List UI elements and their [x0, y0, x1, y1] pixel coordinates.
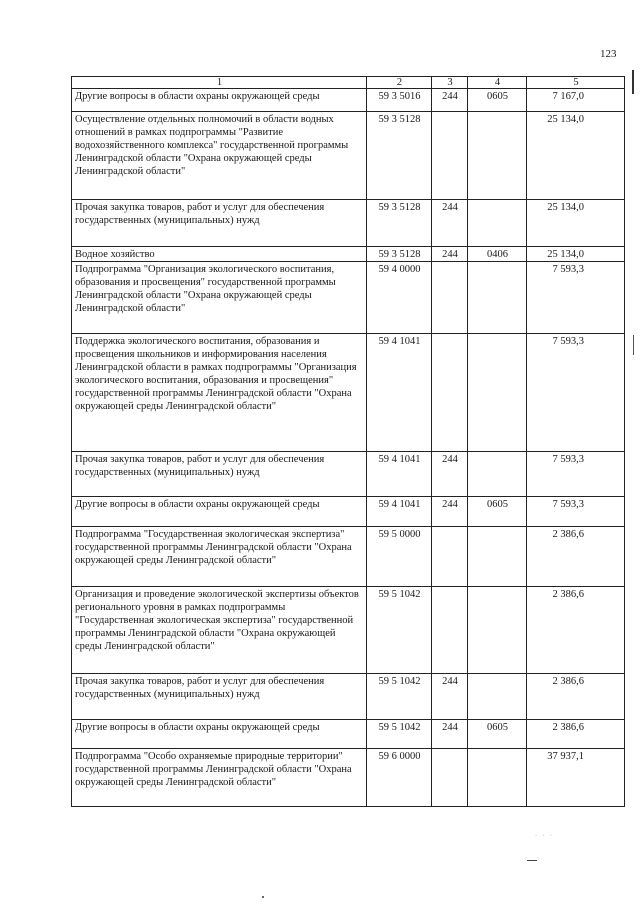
amount: 25 134,0	[527, 112, 625, 200]
amount: 37 937,1	[527, 749, 625, 807]
target-code: 59 5 1042	[367, 720, 432, 749]
amount: 2 386,6	[527, 527, 625, 587]
amount: 7 593,3	[527, 262, 625, 334]
item-name: Другие вопросы в области охраны окружающей среды	[72, 89, 367, 112]
item-name: Водное хозяйство	[72, 247, 367, 262]
section-code: 0605	[468, 497, 527, 527]
expense-type	[432, 262, 468, 334]
item-name: Осуществление отдельных полномочий в области водных отношений в рамках подпрограммы "Развитие водохозяйственного комплекса" государственной программы Ленинградской области "Охрана окружающей среды Ленинградской области"	[72, 112, 367, 200]
amount: 25 134,0	[527, 247, 625, 262]
section-code	[468, 262, 527, 334]
amount: 7 167,0	[527, 89, 625, 112]
expense-type	[432, 587, 468, 674]
target-code: 59 3 5128	[367, 112, 432, 200]
amount: 7 593,3	[527, 334, 625, 452]
item-name: Подпрограмма "Особо охраняемые природные территории" государственной программы Ленинградской области "Охрана окружающей среды Ленинградской области"	[72, 749, 367, 807]
table-row	[72, 247, 625, 262]
target-code: 59 5 1042	[367, 587, 432, 674]
item-name: Прочая закупка товаров, работ и услуг для обеспечения государственных (муниципальных) нужд	[72, 674, 367, 720]
table-row	[72, 749, 625, 807]
table-row	[72, 334, 625, 452]
budget-table	[71, 76, 625, 807]
section-code	[468, 112, 527, 200]
table-row	[72, 674, 625, 720]
amount: 7 593,3	[527, 452, 625, 497]
amount: 2 386,6	[527, 674, 625, 720]
section-code	[468, 749, 527, 807]
expense-type	[432, 334, 468, 452]
section-code: 0605	[468, 89, 527, 112]
section-code	[468, 587, 527, 674]
expense-type	[432, 527, 468, 587]
target-code: 59 4 1041	[367, 497, 432, 527]
table-row	[72, 587, 625, 674]
page-number: 123	[600, 48, 617, 60]
table-row	[72, 452, 625, 497]
column-header: 4	[468, 77, 527, 89]
scan-artifact: · · ·	[535, 833, 554, 839]
item-name: Подпрограмма "Государственная экологическая экспертиза" государственной программы Ленинградской области "Охрана окружающей среды Ленинградской области"	[72, 527, 367, 587]
column-header: 2	[367, 77, 432, 89]
expense-type: 244	[432, 89, 468, 112]
target-code: 59 5 0000	[367, 527, 432, 587]
expense-type: 244	[432, 497, 468, 527]
binding-mark	[632, 70, 634, 94]
target-code: 59 3 5016	[367, 89, 432, 112]
item-name: Прочая закупка товаров, работ и услуг для обеспечения государственных (муниципальных) нужд	[72, 200, 367, 247]
table-header-row	[72, 77, 625, 89]
target-code: 59 4 1041	[367, 334, 432, 452]
expense-type: 244	[432, 720, 468, 749]
expense-type	[432, 749, 468, 807]
section-code	[468, 527, 527, 587]
section-code: 0406	[468, 247, 527, 262]
expense-type	[432, 112, 468, 200]
table-row	[72, 200, 625, 247]
table-row	[72, 497, 625, 527]
amount: 2 386,6	[527, 587, 625, 674]
section-code	[468, 200, 527, 247]
item-name: Подпрограмма "Организация экологического воспитания, образования и просвещения" государственной программы Ленинградской области "Охрана окружающей среды Ленинградской области"	[72, 262, 367, 334]
item-name: Другие вопросы в области охраны окружающей среды	[72, 497, 367, 527]
table-row	[72, 720, 625, 749]
expense-type: 244	[432, 200, 468, 247]
target-code: 59 4 1041	[367, 452, 432, 497]
expense-type: 244	[432, 452, 468, 497]
table-row	[72, 262, 625, 334]
target-code: 59 5 1042	[367, 674, 432, 720]
expense-type: 244	[432, 247, 468, 262]
section-code	[468, 674, 527, 720]
item-name: Другие вопросы в области охраны окружающей среды	[72, 720, 367, 749]
scan-artifact	[262, 896, 264, 898]
section-code	[468, 334, 527, 452]
amount: 2 386,6	[527, 720, 625, 749]
section-code	[468, 452, 527, 497]
item-name: Поддержка экологического воспитания, образования и просвещения школьников и информирования населения Ленинградской области в рамках подпрограммы "Организация экологического воспитания, образования и просвещения" государственной программы Ленинградской области "Охрана окружающей среды Ленинградской области"	[72, 334, 367, 452]
target-code: 59 6 0000	[367, 749, 432, 807]
section-code: 0605	[468, 720, 527, 749]
binding-mark	[633, 335, 634, 355]
column-header: 1	[72, 77, 367, 89]
scan-artifact	[527, 860, 537, 861]
table-row	[72, 527, 625, 587]
item-name: Организация и проведение экологической экспертизы объектов регионального уровня в рамках подпрограммы "Государственная экологическая экспертиза" государственной программы Ленинградской области "Охрана окружающей среды Ленинградской области"	[72, 587, 367, 674]
item-name: Прочая закупка товаров, работ и услуг для обеспечения государственных (муниципальных) нужд	[72, 452, 367, 497]
amount: 7 593,3	[527, 497, 625, 527]
expense-type: 244	[432, 674, 468, 720]
target-code: 59 3 5128	[367, 247, 432, 262]
column-header: 5	[527, 77, 625, 89]
table-row	[72, 112, 625, 200]
target-code: 59 3 5128	[367, 200, 432, 247]
column-header: 3	[432, 77, 468, 89]
target-code: 59 4 0000	[367, 262, 432, 334]
amount: 25 134,0	[527, 200, 625, 247]
table-row	[72, 89, 625, 112]
